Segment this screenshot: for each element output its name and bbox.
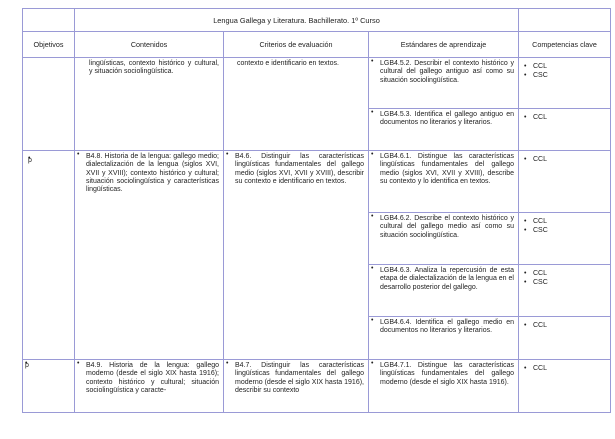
estandar-text: • LGB4.6.1. Distingue las características lingüísticas fundamentales del gallego medio (siglos XVI, XVII y XVIII), describe su contexto y lo identifica en textos. xyxy=(369,151,518,189)
criterios-cell xyxy=(224,360,369,413)
competencia-item: • CSC xyxy=(522,279,606,288)
estandar-cell xyxy=(369,317,519,360)
header-criterios: Criterios de evaluación xyxy=(224,32,369,58)
criterios-text: contexto e identificario en textos. xyxy=(237,60,339,67)
contenidos-cell xyxy=(75,360,224,413)
table-row xyxy=(23,151,611,213)
objetivo-cell xyxy=(23,58,75,151)
competencia-item: • CCL xyxy=(522,322,606,331)
competencia-item: • CCL xyxy=(522,365,606,374)
competencia-item: • CCL xyxy=(522,156,606,165)
competencia-item: • CSC xyxy=(522,72,606,81)
criterios-text: • B4.6. Distinguir las características lingüísticas fundamentales del gallego medio (siglos XVI, XVII y XVIII), describir su contexto e identificario en textos. xyxy=(224,151,368,189)
estandar-cell xyxy=(369,213,519,265)
objetivo-cell xyxy=(23,360,75,413)
table-row xyxy=(23,58,611,109)
estandar-cell xyxy=(369,109,519,151)
competencias-cell xyxy=(519,265,611,317)
estandar-text: • LGB4.6.4. Identifica el gallego medio en documentos no literarios y literarios. xyxy=(369,317,518,339)
competencias-cell xyxy=(519,317,611,360)
estandar-text: • LGB4.6.2. Describe el contexto histórico y cultural del gallego medio así como su situación sociolingüística. xyxy=(369,213,518,243)
competencias-cell xyxy=(519,109,611,151)
contenidos-text: lingüísticas, contexto histórico y cultural, y situación sociolingüística. xyxy=(89,60,219,76)
header-row xyxy=(23,32,611,58)
competencia-item: • CCL xyxy=(522,63,606,72)
objetivo-text: • p xyxy=(26,155,71,167)
title-blank-cell-right xyxy=(519,9,611,32)
header-objetivos: Objetivos xyxy=(23,32,75,58)
criterios-cell xyxy=(224,151,369,360)
criterios-cell xyxy=(224,58,369,151)
estandar-text: • LGB4.7.1. Distingue las características lingüísticas fundamentales del gallego moderno (desde el siglo XIX hasta 1916). xyxy=(369,360,518,390)
header-estandares: Estándares de aprendizaje xyxy=(369,32,519,58)
competencia-item: • CSC xyxy=(522,227,606,236)
estandar-text: • LGB4.5.3. Identifica el gallego antiguo en documentos no literarios y literarios. xyxy=(369,109,518,131)
curriculum-table xyxy=(22,8,611,413)
competencia-item: • CCL xyxy=(522,114,606,123)
title-row xyxy=(23,9,611,32)
estandar-cell xyxy=(369,58,519,109)
objetivo-text: • p xyxy=(23,360,74,372)
table-row xyxy=(23,360,611,413)
header-contenidos: Contenidos xyxy=(75,32,224,58)
contenidos-cell xyxy=(75,151,224,360)
objetivo-cell xyxy=(23,151,75,360)
estandar-text: • LGB4.5.2. Describir el contexto histórico y cultural del gallego antiguo así como su situación sociolingüística. xyxy=(369,58,518,88)
estandar-cell xyxy=(369,265,519,317)
contenidos-cell xyxy=(75,58,224,151)
competencia-item: • CCL xyxy=(522,218,606,227)
competencias-cell xyxy=(519,58,611,109)
header-competencias: Competencias clave xyxy=(519,32,611,58)
estandar-text: • LGB4.6.3. Analiza la repercusión de esta etapa de dialectalización de la lengua en el desarrollo posterior del gallego. xyxy=(369,265,518,295)
competencias-cell xyxy=(519,151,611,213)
contenidos-text: • B4.9. Historia de la lengua: gallego moderno (desde el siglo XIX hasta 1916); contexto histórico y cultural; situación sociolingüística y caracte- xyxy=(75,360,223,398)
criterios-text: • B4.7. Distinguir las características lingüísticas fundamentales del gallego moderno (desde el siglo XIX hasta 1916), describir su contexto xyxy=(224,360,368,398)
estandar-cell xyxy=(369,360,519,413)
competencias-cell xyxy=(519,360,611,413)
competencias-cell xyxy=(519,213,611,265)
competencia-item: • CCL xyxy=(522,270,606,279)
contenidos-text: • B4.8. Historia de la lengua: gallego medio; dialectalización de la lengua (siglos XVI, XVII y XVIII); contexto histórico y cultural; situación sociolingüística y características lingüísticas. xyxy=(75,151,223,197)
course-title: Lengua Gallega y Literatura. Bachillerato. 1º Curso xyxy=(75,9,519,32)
title-blank-cell xyxy=(23,9,75,32)
estandar-cell xyxy=(369,151,519,213)
